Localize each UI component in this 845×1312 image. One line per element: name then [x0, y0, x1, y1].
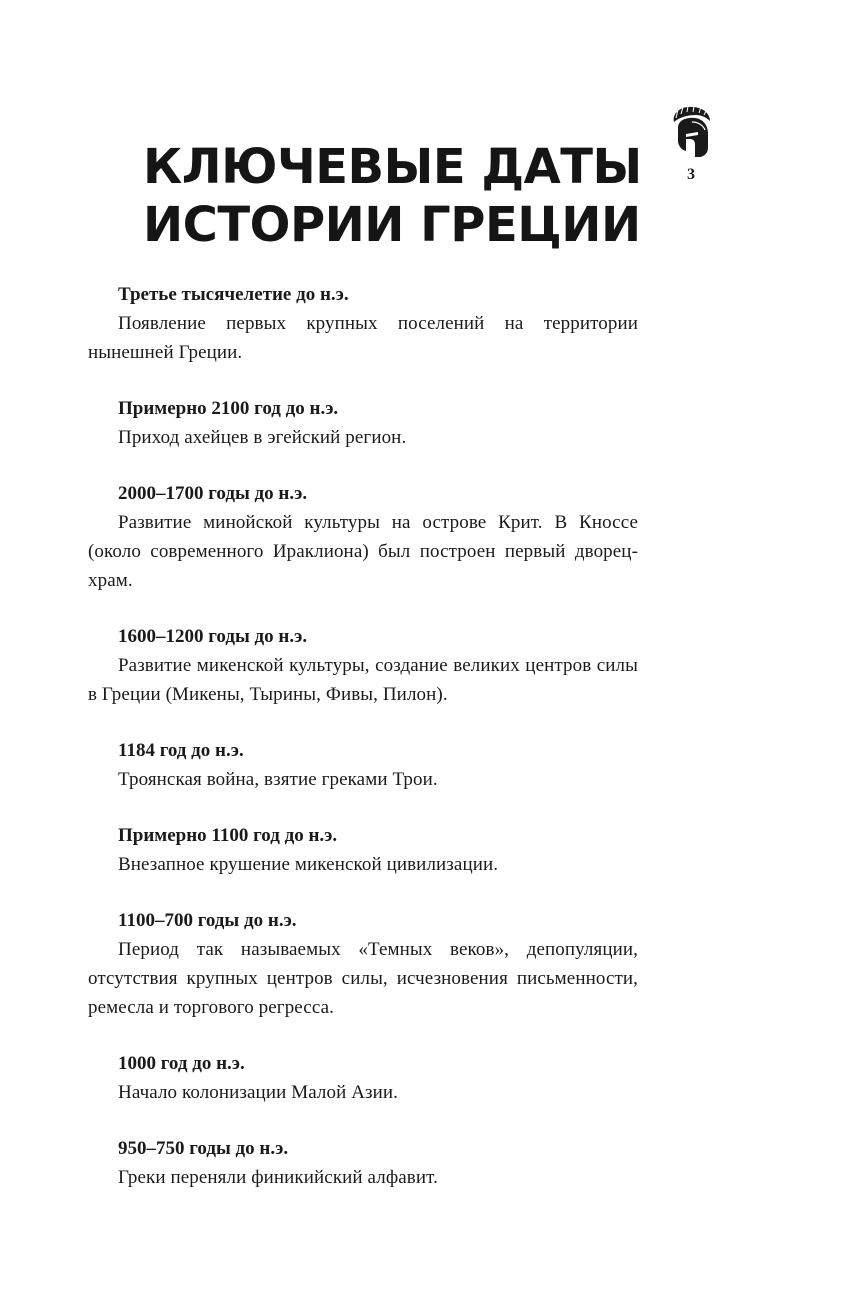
entry-date: 1000 год до н.э. [118, 1053, 245, 1074]
timeline-entry [88, 906, 638, 1022]
entry-description: Начало колонизации Малой Азии. [118, 1082, 399, 1103]
entry-date: Примерно 1100 год до н.э. [118, 825, 338, 846]
timeline-entry [88, 622, 638, 709]
entry-description: Развитие минойской культуры на острове Крит. В Кноссе (около современного Ираклиона) был построен первый дворец-храм. [88, 512, 638, 591]
page-title [143, 138, 663, 254]
entry-date: 1100–700 годы до н.э. [118, 910, 297, 931]
entry-description: Внезапное крушение микенской цивилизации. [118, 854, 499, 875]
entry-description: Развитие микенской культуры, создание великих центров силы в Греции (Микены, Тырины, Фивы, Пилон). [88, 655, 638, 705]
timeline-entry [88, 736, 638, 794]
page-number: 3 [687, 166, 695, 183]
entry-date: 2000–1700 годы до н.э. [118, 483, 308, 504]
entry-date: Третье тысячелетие до н.э. [118, 284, 349, 305]
timeline-entry [88, 280, 638, 367]
timeline-entry [88, 821, 638, 879]
timeline-entry [88, 1134, 638, 1192]
entry-description: Появление первых крупных поселений на территории нынешней Греции. [88, 313, 638, 363]
entry-description: Греки переняли финикийский алфавит. [118, 1167, 438, 1188]
entry-date: Примерно 2100 год до н.э. [118, 398, 339, 419]
entry-date: 1184 год до н.э. [118, 740, 244, 761]
page-title-line-2: ИСТОРИИ ГРЕЦИИ [143, 197, 641, 253]
entry-description: Троянская война, взятие греками Трои. [118, 769, 438, 790]
timeline-list [88, 280, 638, 1219]
entry-date: 1600–1200 годы до н.э. [118, 626, 308, 647]
entry-date: 950–750 годы до н.э. [118, 1138, 289, 1159]
timeline-entry [88, 1049, 638, 1107]
spartan-helmet-icon [668, 104, 714, 160]
page-title-line-1: КЛЮЧЕВЫЕ ДАТЫ [143, 139, 642, 195]
entry-description: Период так называемых «Темных веков», депопуляции, отсутствия крупных центров силы, исчезновения письменности, ремесла и торгового регресса. [88, 939, 638, 1018]
timeline-entry [88, 479, 638, 595]
entry-description: Приход ахейцев в эгейский регион. [118, 427, 407, 448]
timeline-entry [88, 394, 638, 452]
